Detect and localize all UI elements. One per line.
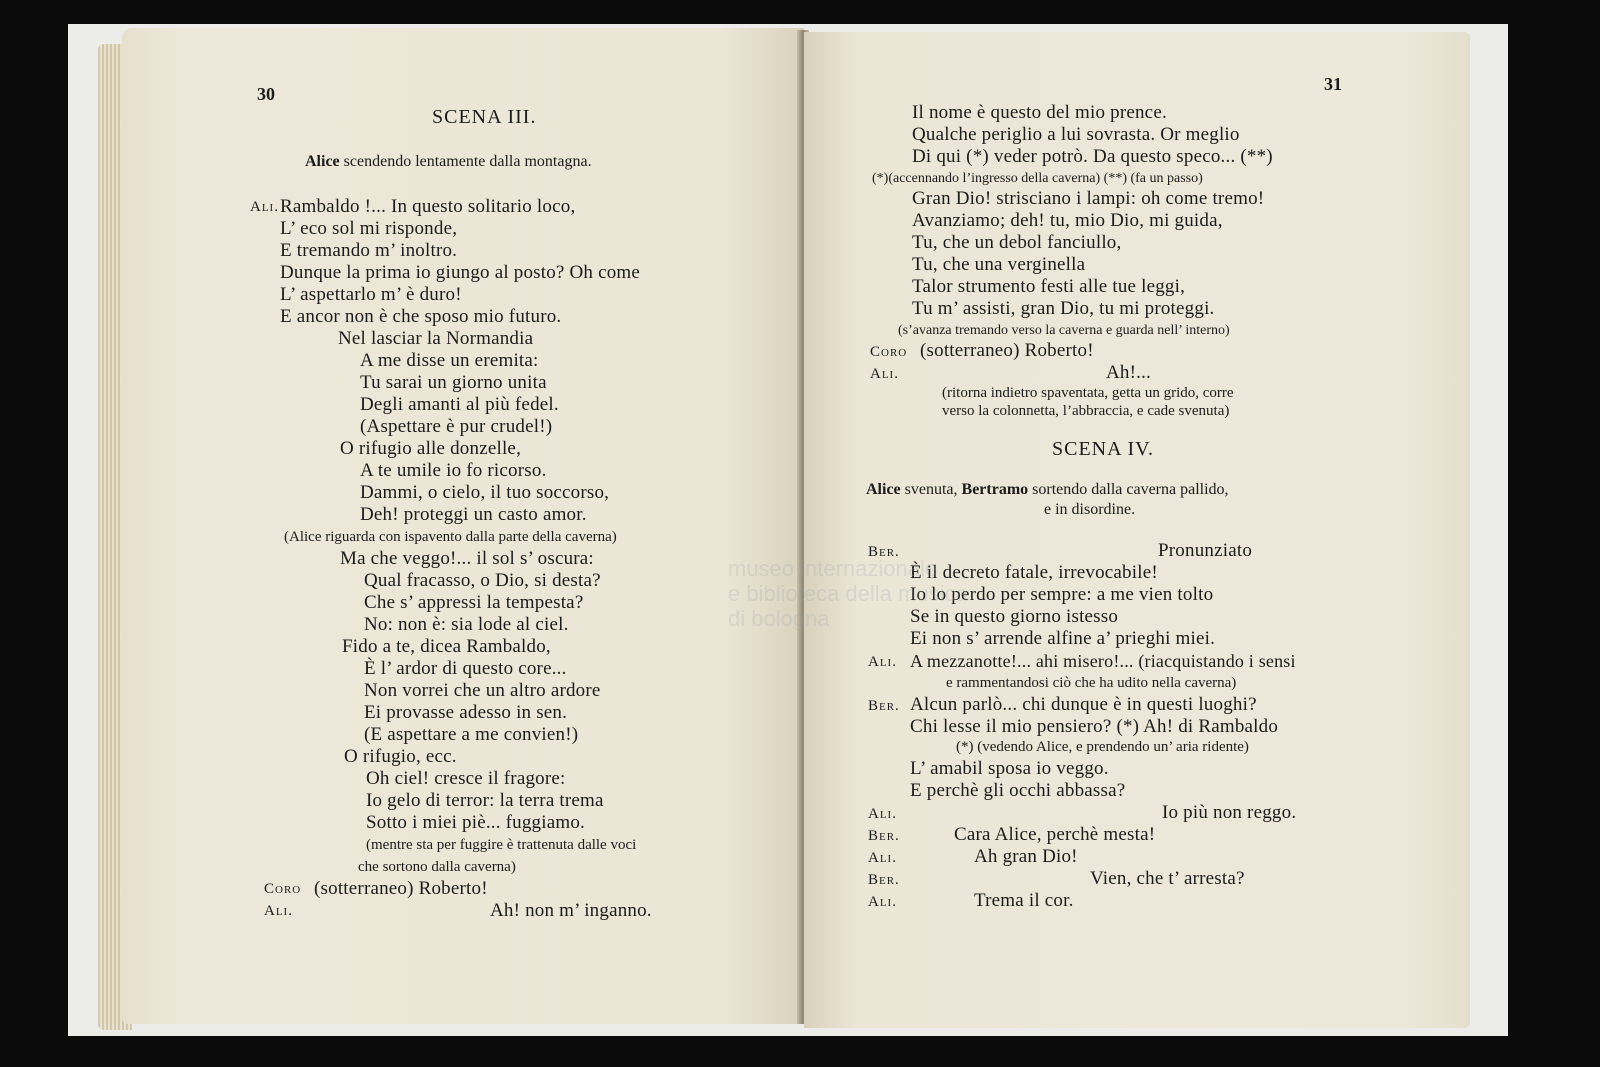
left-page <box>122 28 804 1024</box>
verse-line: L’ amabil sposa io veggo. <box>910 758 1109 779</box>
verse-line: Di qui (*) veder potrò. Da questo speco... (**) <box>912 146 1273 167</box>
verse-line: Io lo perdo per sempre: a me vien tolto <box>910 584 1214 605</box>
verse-line: Qualche periglio a lui sovrasta. Or meglio <box>912 124 1240 145</box>
watermark-line: e biblioteca della musica <box>728 581 968 606</box>
stage-direction: verso la colonnetta, l’abbraccia, e cade svenuta) <box>942 403 1230 419</box>
verse-line: Pronunziato <box>1158 540 1253 561</box>
verse-line: Io gelo di terror: la terra trema <box>366 790 604 811</box>
speaker-label: Ali. <box>250 199 279 215</box>
speaker-label: Ali. <box>264 903 293 919</box>
stage-direction: che sortono dalla caverna) <box>358 859 516 875</box>
verse-line: Tu m’ assisti, gran Dio, tu mi proteggi. <box>912 298 1215 319</box>
verse-line: Trema il cor. <box>974 890 1074 911</box>
verse-line: Fido a te, dicea Rambaldo, <box>342 636 551 657</box>
verse-line: (E aspettare a me convien!) <box>364 724 579 745</box>
verse-line: Deh! proteggi un casto amor. <box>360 504 587 525</box>
verse-line: A me disse un eremita: <box>360 350 539 371</box>
verse-line: Vien, che t’ arresta? <box>1090 868 1245 889</box>
verse-line: Rambaldo !... In questo solitario loco, <box>280 196 576 217</box>
verse-line: Io più non reggo. <box>1162 802 1297 823</box>
scene-desc-text: sortendo dalla caverna pallido, <box>1028 481 1229 498</box>
stage-direction: (mentre sta per fuggire è trattenuta dalle voci <box>366 837 637 853</box>
verse-line: Dunque la prima io giungo al posto? Oh come <box>280 262 641 283</box>
character-name: Alice <box>866 481 901 498</box>
scene-description-cont: e in disordine. <box>1044 501 1136 518</box>
footnote-direction: (*)(accennando l’ingresso della caverna) (**) (fa un passo) <box>872 171 1203 186</box>
verse-line: L’ aspettarlo m’ è duro! <box>280 284 462 305</box>
character-name: Alice <box>305 153 340 170</box>
scene-description <box>305 152 592 171</box>
verse-line: (sotterraneo) Roberto! <box>920 340 1094 361</box>
stage-direction: e rammentandosi ciò che ha udito nella caverna) <box>946 675 1237 691</box>
verse-line: Il nome è questo del mio prence. <box>912 102 1167 123</box>
verse-line: Cara Alice, perchè mesta! <box>954 824 1156 845</box>
speaker-label: Coro <box>264 881 302 897</box>
scene-description <box>866 480 1229 499</box>
verse-line: O rifugio, ecc. <box>344 746 457 767</box>
right-page <box>804 32 1470 1028</box>
verse-line: (Aspettare è pur crudel!) <box>360 416 553 437</box>
verse-line: E tremando m’ inoltro. <box>280 240 458 261</box>
verse-line: Nel lasciar la Normandia <box>338 328 534 349</box>
verse-line: L’ eco sol mi risponde, <box>280 218 458 239</box>
verse-line: Qual fracasso, o Dio, si desta? <box>364 570 601 591</box>
scene-title: SCENA IV. <box>1052 438 1154 460</box>
verse-line: Tu sarai un giorno unita <box>360 372 547 393</box>
scene-title: SCENA III. <box>432 106 537 128</box>
verse-line: Avanziamo; deh! tu, mio Dio, mi guida, <box>912 210 1223 231</box>
speaker-label: Ali. <box>868 894 897 910</box>
speaker-label: Ali. <box>868 850 897 866</box>
verse-line: Ah gran Dio! <box>974 846 1078 867</box>
page-number: 30 <box>257 84 275 104</box>
speaker-label: Ali. <box>868 654 897 670</box>
verse-line: Tu, che una verginella <box>912 254 1086 275</box>
verse-line: No: non è: sia lode al ciel. <box>364 614 569 635</box>
verse-line: Sotto i miei piè... fuggiamo. <box>366 812 586 833</box>
verse-line: Chi lesse il mio pensiero? (*) Ah! di Rambaldo <box>910 716 1279 737</box>
speaker-label: Ber. <box>868 544 900 560</box>
speaker-label: Ali. <box>868 806 897 822</box>
verse-line: Oh ciel! cresce il fragore: <box>366 768 566 789</box>
stage-direction: (Alice riguarda con ispavento dalla parte della caverna) <box>284 529 617 545</box>
verse-line: È il decreto fatale, irrevocabile! <box>910 562 1158 583</box>
scene-desc-text: svenuta, <box>900 481 962 498</box>
watermark-line: di bologna <box>728 606 830 631</box>
stage-direction: (*) (vedendo Alice, e prendendo un’ aria ridente) <box>956 739 1249 755</box>
verse-line: Ei non s’ arrende alfine a’ prieghi miei. <box>910 628 1216 649</box>
page-number: 31 <box>1324 74 1342 94</box>
verse-line: (sotterraneo) Roberto! <box>314 878 488 899</box>
speaker-label: Coro <box>870 344 908 360</box>
character-name: Bertramo <box>961 481 1029 498</box>
speaker-label: Ber. <box>868 698 900 714</box>
verse-line: A te umile io fo ricorso. <box>360 460 547 481</box>
verse-line: Degli amanti al più fedel. <box>360 394 559 415</box>
verse-line: È l’ ardor di questo core... <box>364 658 567 679</box>
verse-line: E ancor non è che sposo mio futuro. <box>280 306 562 327</box>
verse-line: O rifugio alle donzelle, <box>340 438 522 459</box>
verse-line: Ah!... <box>1106 362 1151 383</box>
stage-direction: (s’avanza tremando verso la caverna e guarda nell’ interno) <box>898 323 1230 338</box>
verse-line: Ei provasse adesso in sen. <box>364 702 568 723</box>
verse-line: Dammi, o cielo, il tuo soccorso, <box>360 482 610 503</box>
verse-line: E perchè gli occhi abbassa? <box>910 780 1126 801</box>
speaker-label: Ali. <box>870 366 899 382</box>
watermark-line: museo internazionale <box>728 556 938 581</box>
verse-line: Se in questo giorno istesso <box>910 606 1119 627</box>
verse-line: Non vorrei che un altro ardore <box>364 680 601 701</box>
verse-line: Alcun parlò... chi dunque è in questi luoghi? <box>910 694 1257 715</box>
scene-desc-text: scendendo lentamente dalla montagna. <box>339 153 592 170</box>
verse-line: Gran Dio! strisciano i lampi: oh come tremo! <box>912 188 1265 209</box>
verse-line: A mezzanotte!... ahi misero!... (riacquistando i sensi <box>910 651 1296 671</box>
verse-line: Ma che veggo!... il sol s’ oscura: <box>340 548 594 569</box>
verse-line: Tu, che un debol fanciullo, <box>912 232 1122 253</box>
stage-direction: (ritorna indietro spaventata, getta un grido, corre <box>942 385 1234 401</box>
verse-line: Ah! non m’ inganno. <box>490 900 652 921</box>
speaker-label: Ber. <box>868 872 900 888</box>
speaker-label: Ber. <box>868 828 900 844</box>
verse-line: Che s’ appressi la tempesta? <box>364 592 584 613</box>
verse-line: Talor strumento festi alle tue leggi, <box>912 276 1186 297</box>
